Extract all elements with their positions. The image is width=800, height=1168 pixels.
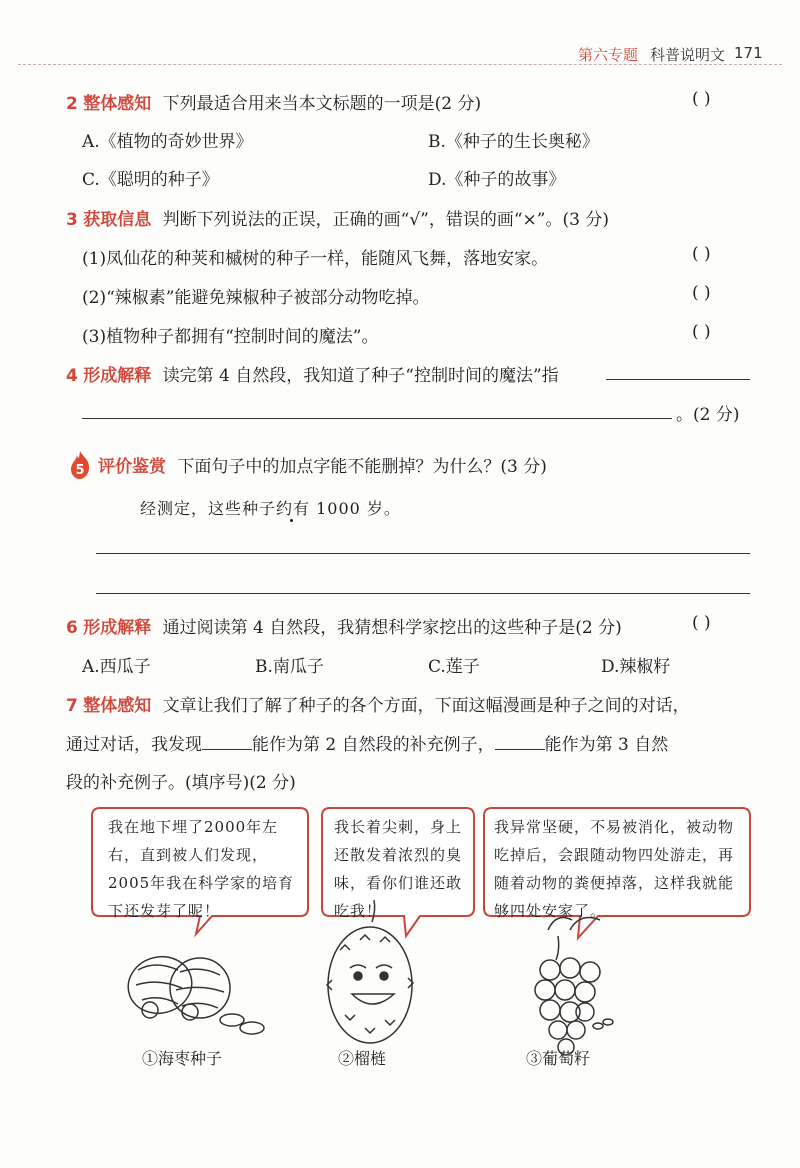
question-7-line-3: 段的补充例子。(填序号)(2 分)	[66, 773, 296, 793]
option-d[interactable]: D.辣椒籽	[601, 657, 671, 677]
answer-line[interactable]	[82, 418, 672, 419]
statement-2: (2)“辣椒素”能避免辣椒种子被部分动物吃掉。	[82, 288, 430, 308]
question-number: 2	[66, 94, 78, 114]
text-segment: 能作为第 3 自然	[544, 735, 669, 755]
question-3	[66, 205, 609, 230]
bubble-text-3: 我异常坚硬，不易被消化，被动物吃掉后，会跟随动物四处游走，再随着动物的粪便掉落，这样我就能够四处安家了。	[494, 818, 735, 920]
question-6	[66, 613, 622, 638]
question-7	[66, 691, 690, 716]
date-seed-drawing	[122, 950, 264, 1034]
answer-bracket[interactable]: ( )	[692, 244, 711, 264]
grape-drawing	[535, 918, 613, 1055]
quoted-sentence: 经测定，这些种子约有 1000 岁。	[140, 499, 401, 518]
answer-bracket[interactable]: ( )	[692, 283, 711, 303]
question-tag: 整体感知	[83, 696, 152, 716]
question-text: 下面句子中的加点字能不能删掉？为什么？(3 分)	[177, 457, 547, 477]
question-number: 3	[66, 210, 78, 230]
svg-text:5: 5	[75, 463, 85, 478]
bubble-text-2: 我长着尖刺，身上还散发着浓烈的臭味，看你们谁还敢吃我！	[334, 818, 463, 920]
emphasis-dot	[290, 519, 293, 522]
score-note: 。(2 分)	[676, 405, 740, 425]
question-tag: 获取信息	[83, 210, 152, 230]
option-c[interactable]: C.莲子	[428, 657, 480, 677]
text-segment: 通过对话，我发现	[66, 735, 202, 755]
fill-blank[interactable]	[495, 733, 545, 750]
caption-date-seed: ①海枣种子	[142, 1049, 223, 1068]
page-number: 171	[734, 44, 763, 62]
header-topic: 第六专题	[578, 46, 639, 64]
option-a[interactable]: A.《植物的奇妙世界》	[82, 132, 253, 152]
question-tag: 形成解释	[83, 618, 152, 638]
answer-line[interactable]	[606, 379, 750, 380]
statement-1: (1)凤仙花的种荚和槭树的种子一样，能随风飞舞，落地安家。	[82, 249, 549, 269]
answer-line[interactable]	[96, 553, 750, 554]
text-segment: 能作为第 2 自然段的补充例子，	[252, 735, 495, 755]
question-tag: 形成解释	[83, 366, 152, 386]
answer-bracket[interactable]: ( )	[692, 322, 711, 342]
header-section: 科普说明文	[650, 46, 726, 64]
question-number: 6	[66, 618, 78, 638]
question-number: 7	[66, 696, 78, 716]
question-text: 通过阅读第 4 自然段，我猜想科学家挖出的这些种子是(2 分)	[162, 618, 622, 638]
bubble-text-1: 我在地下埋了2000年左右，直到被人们发现，2005年我在科学家的培育下还发芽了呢！	[108, 818, 295, 920]
flame-icon	[68, 450, 92, 480]
option-a[interactable]: A.西瓜子	[82, 657, 151, 677]
option-c[interactable]: C.《聪明的种子》	[82, 170, 219, 190]
answer-line[interactable]	[96, 593, 750, 594]
option-b[interactable]: B.南瓜子	[255, 657, 324, 677]
question-text: 下列最适合用来当本文标题的一项是(2 分)	[162, 94, 482, 114]
question-text: 判断下列说法的正误，正确的画“√”，错误的画“×”。(3 分)	[162, 210, 609, 230]
answer-bracket[interactable]: ( )	[692, 89, 711, 109]
statement-3: (3)植物种子都拥有“控制时间的魔法”。	[82, 327, 379, 347]
option-b[interactable]: B.《种子的生长奥秘》	[428, 132, 599, 152]
question-5	[98, 452, 547, 477]
question-tag: 评价鉴赏	[98, 457, 166, 477]
question-number: 4	[66, 366, 78, 386]
question-text: 文章让我们了解了种子的各个方面，下面这幅漫画是种子之间的对话，	[162, 696, 690, 716]
answer-bracket[interactable]: ( )	[692, 613, 711, 633]
header-divider	[18, 64, 782, 65]
fill-blank[interactable]	[202, 733, 252, 750]
caption-durian: ②榴梿	[338, 1049, 387, 1068]
option-d[interactable]: D.《种子的故事》	[428, 170, 566, 190]
question-2	[66, 89, 481, 114]
question-4	[66, 361, 559, 386]
question-text: 读完第 4 自然段，我知道了种子“控制时间的魔法”指	[162, 366, 559, 386]
question-7-line-2	[66, 730, 668, 755]
caption-grape-seed: ③葡萄籽	[526, 1049, 591, 1068]
question-tag: 整体感知	[83, 94, 152, 114]
